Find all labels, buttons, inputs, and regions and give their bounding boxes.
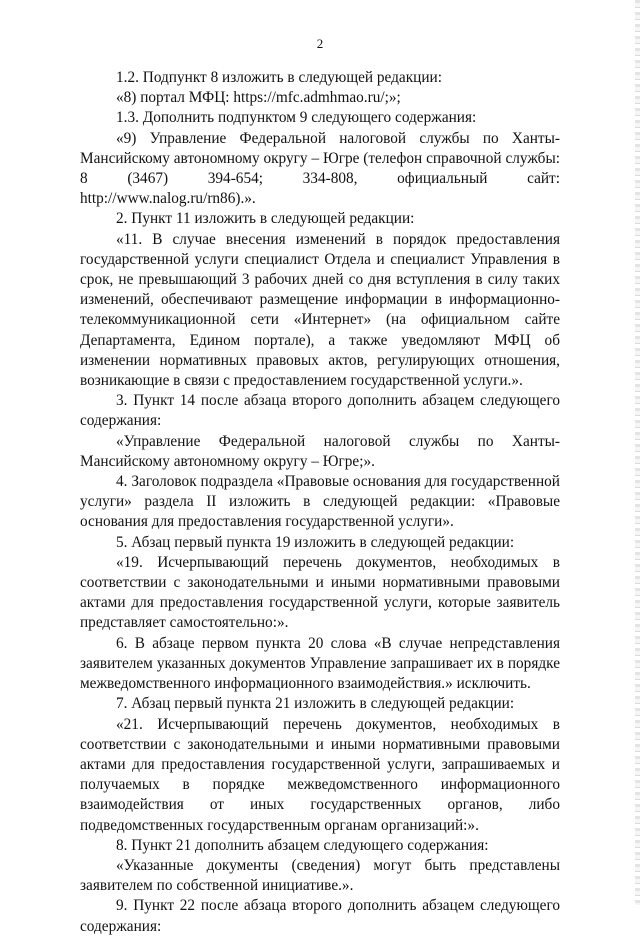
paragraph-1-2: 1.2. Подпункт 8 изложить в следующей редакции: xyxy=(116,69,442,86)
paragraph-5: 5. Абзац первый пункта 19 изложить в следующей редакции: xyxy=(116,533,515,551)
paragraph-9: 9. Пункт 22 после абзаца второго дополнить абзацем следующего содержания: xyxy=(80,897,560,935)
paragraph-8: 8. Пункт 21 дополнить абзацем следующего содержания: xyxy=(116,836,489,854)
paragraph-1-3: 1.3. Дополнить подпунктом 9 следующего содержания: xyxy=(116,109,477,127)
paragraph-portal-mfc: «8) портал МФЦ: https://mfc.admhmao.ru/;»; xyxy=(116,89,401,107)
paragraph-4: 4. Заголовок подраздела «Правовые основания для государственной услуги» раздела II изложить в следующей редакции: «Правовые основания для предоставления государственной услуги». xyxy=(80,473,560,531)
paragraph-7: 7. Абзац первый пункта 21 изложить в следующей редакции: xyxy=(116,695,515,713)
page-number: 2 xyxy=(316,36,324,51)
document-body xyxy=(80,68,560,937)
paragraph-point-11: «11. В случае внесения изменений в порядок предоставления государственной услуги специалист Отдела и специалист Управления в срок, не превышающий 3 рабочих дней со дня вступления в силу таких изменений, обеспечивают размещение информации в информационно-телекоммуникационной сети «Интернет» (на официальном сайте Департамента, Едином портале), а также уведомляют МФЦ об изменении нормативных правовых актов, регулирующих отношения, возникающие в связи с предоставлением государственной услуги.». xyxy=(80,230,560,390)
paragraph-point-19: «19. Исчерпывающий перечень документов, необходимых в соответствии с законодательными и иными нормативными правовыми актами для предоставления государственной услуги, которые заявитель представляет самостоятельно:». xyxy=(80,553,560,632)
paragraph-point-21: «21. Исчерпывающий перечень документов, необходимых в соответствии с законодательными и иными нормативными правовыми актами для предоставления государственной услуги, запрашиваемых и получаемых в порядке межведомственного информационного взаимодействия от иных государственных органов, либо подведомственных государственным органам организаций:». xyxy=(80,715,560,834)
paragraph-2: 2. Пункт 11 изложить в следующей редакции: xyxy=(116,210,415,228)
paragraph-tax-service: «Управление Федеральной налоговой службы по Ханты-Мансийскому автономному округу – Югре;». xyxy=(80,432,560,470)
scan-edge-artifact xyxy=(635,0,640,905)
paragraph-documents-initiative: «Указанные документы (сведения) могут быть представлены заявителем по собственной инициативе.». xyxy=(80,856,560,895)
paragraph-3: 3. Пункт 14 после абзаца второго дополнить абзацем следующего содержания: xyxy=(80,392,560,430)
paragraph-6: 6. В абзаце первом пункта 20 слова «В случае непредставления заявителем указанных документов Управление запрашивает их в порядке межведомственного информационного взаимодействия.» исключить. xyxy=(80,634,560,693)
paragraph-subitem-9: «9) Управление Федеральной налоговой службы по Ханты-Мансийскому автономному округу – Югре (телефон справочной службы: 8 (3467) 394-654; 334-808, официальный сайт: http://www.nalog.ru/rn86).». xyxy=(80,129,560,208)
